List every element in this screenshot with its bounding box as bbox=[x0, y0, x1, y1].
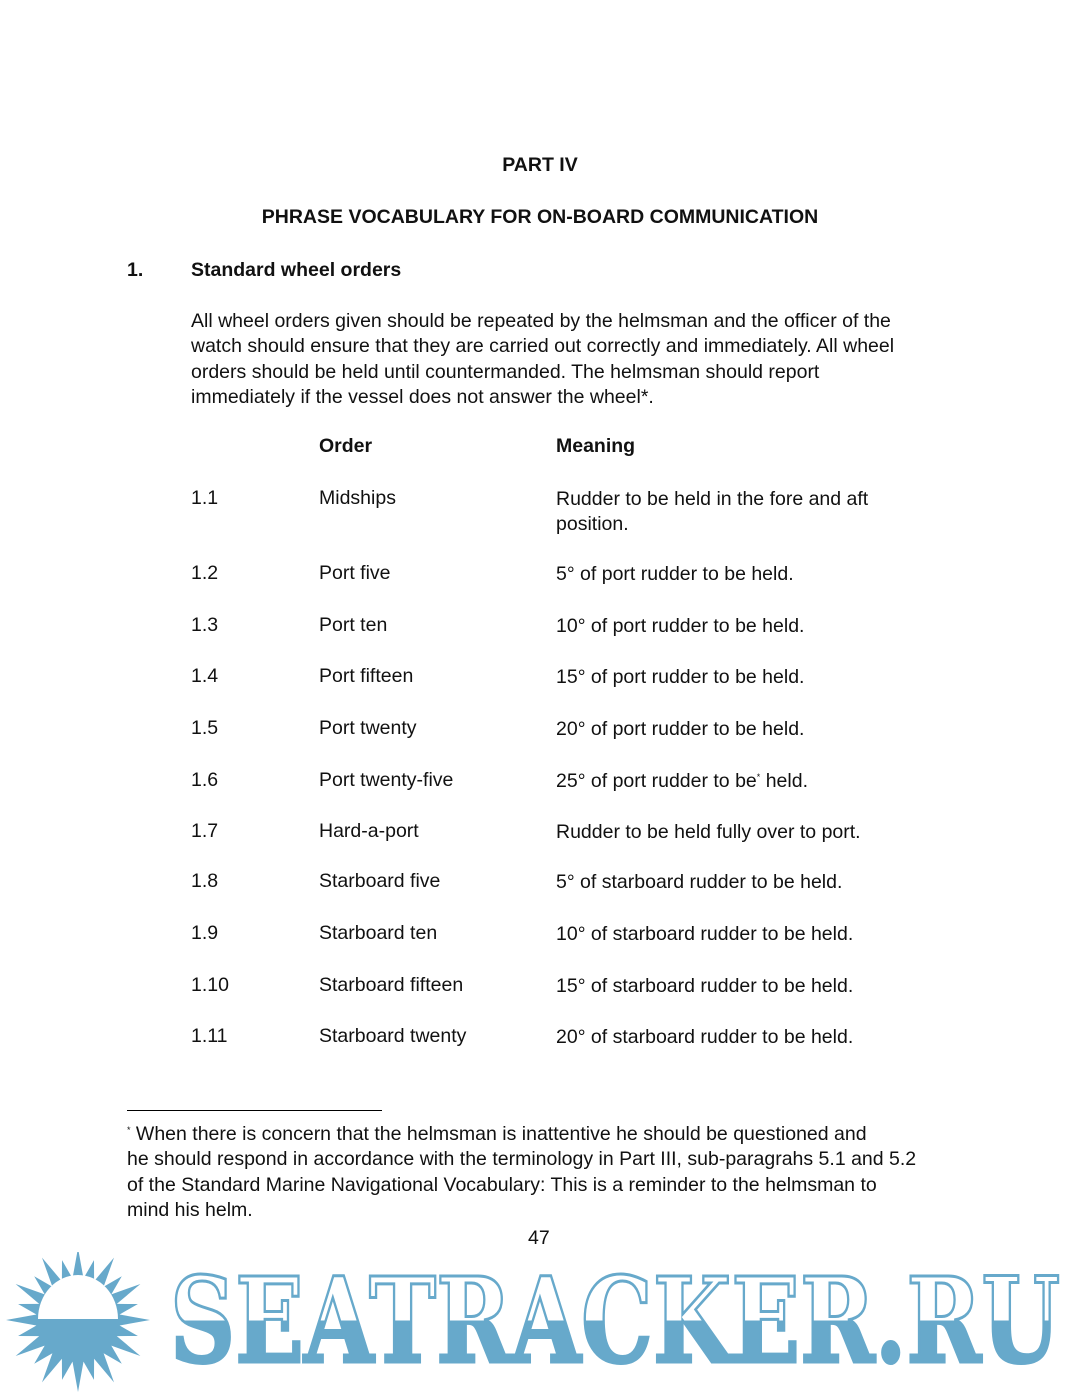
sun-icon bbox=[6, 1252, 150, 1392]
order-number: 1.2 bbox=[191, 562, 219, 584]
meaning-text: 5° of starboard rudder to be held. bbox=[556, 871, 843, 893]
footnote-line: mind his helm. bbox=[127, 1198, 253, 1221]
meaning-text: 10° of starboard rudder to be held. bbox=[556, 923, 854, 945]
column-header-meaning: Meaning bbox=[556, 435, 636, 457]
intro-line: All wheel orders given should be repeated by the helmsman and the officer of the bbox=[191, 310, 891, 332]
order-number: 1.1 bbox=[191, 487, 219, 509]
watermark-text: SEATRACKER.RU bbox=[170, 1252, 1060, 1390]
order-meaning bbox=[556, 1025, 853, 1050]
order-meaning bbox=[556, 487, 868, 538]
order-number: 1.10 bbox=[191, 974, 229, 996]
meaning-text: 25° of port rudder to be bbox=[556, 770, 757, 792]
order-name: Hard-a-port bbox=[319, 820, 419, 842]
order-name: Port five bbox=[319, 562, 391, 584]
order-meaning bbox=[556, 614, 804, 639]
page-number: 47 bbox=[528, 1227, 550, 1249]
section-title: Standard wheel orders bbox=[191, 259, 402, 281]
order-name: Port twenty bbox=[319, 717, 417, 739]
order-meaning bbox=[556, 769, 808, 794]
meaning-text: Rudder to be held in the fore and aft bbox=[556, 488, 869, 510]
order-meaning bbox=[556, 665, 804, 690]
footnote-line: When there is concern that the helmsman is inattentive he should be questioned and bbox=[130, 1123, 867, 1145]
order-name: Starboard fifteen bbox=[319, 974, 464, 996]
footnote-line: of the Standard Marine Navigational Vocabulary: This is a reminder to the helmsman to bbox=[127, 1173, 877, 1196]
meaning-text-cont: position. bbox=[556, 513, 629, 536]
order-name: Port fifteen bbox=[319, 665, 414, 687]
order-name: Port ten bbox=[319, 614, 388, 636]
footnote-ref: * bbox=[756, 772, 761, 782]
meaning-text: 5° of port rudder to be held. bbox=[556, 563, 794, 585]
order-name: Starboard twenty bbox=[319, 1025, 467, 1047]
section-number: 1. bbox=[127, 259, 144, 281]
order-name: Midships bbox=[319, 487, 396, 509]
order-number: 1.7 bbox=[191, 820, 219, 842]
footnote-line: he should respond in accordance with the terminology in Part III, sub-paragrahs 5.1 and 5.2 bbox=[127, 1148, 917, 1171]
order-number: 1.11 bbox=[191, 1025, 228, 1047]
order-name: Starboard ten bbox=[319, 922, 438, 944]
seatracker-watermark-logo bbox=[0, 1252, 1080, 1397]
intro-line: watch should ensure that they are carried out correctly and immediately. All wheel bbox=[191, 335, 895, 358]
meaning-text: 20° of port rudder to be held. bbox=[556, 718, 805, 740]
order-number: 1.8 bbox=[191, 870, 219, 892]
meaning-text: 15° of port rudder to be held. bbox=[556, 666, 805, 688]
meaning-text: 10° of port rudder to be held. bbox=[556, 615, 805, 637]
page-heading: PHRASE VOCABULARY FOR ON-BOARD COMMUNICATION bbox=[261, 206, 819, 228]
intro-line: immediately if the vessel does not answer the wheel*. bbox=[191, 385, 654, 408]
column-header-order: Order bbox=[319, 435, 373, 457]
order-number: 1.5 bbox=[191, 717, 219, 739]
footnote-mark: * bbox=[127, 1125, 131, 1135]
meaning-text: 15° of starboard rudder to be held. bbox=[556, 975, 854, 997]
order-meaning bbox=[556, 717, 804, 742]
meaning-text: Rudder to be held fully over to port. bbox=[556, 821, 861, 843]
part-title: PART IV bbox=[502, 154, 578, 176]
order-number: 1.9 bbox=[191, 922, 219, 944]
order-name: Starboard five bbox=[319, 870, 441, 892]
order-meaning bbox=[556, 820, 861, 845]
order-meaning bbox=[556, 562, 794, 587]
order-number: 1.6 bbox=[191, 769, 219, 791]
intro-line: orders should be held until countermanded. The helmsman should report bbox=[191, 360, 820, 383]
footnote bbox=[127, 1122, 916, 1223]
order-meaning bbox=[556, 974, 853, 999]
order-meaning bbox=[556, 870, 842, 895]
footnote-divider bbox=[127, 1110, 382, 1111]
order-number: 1.3 bbox=[191, 614, 219, 636]
order-meaning bbox=[556, 922, 853, 947]
meaning-text-tail: held. bbox=[760, 770, 808, 792]
order-name: Port twenty-five bbox=[319, 769, 454, 791]
order-number: 1.4 bbox=[191, 665, 219, 687]
intro-paragraph bbox=[191, 309, 951, 410]
meaning-text: 20° of starboard rudder to be held. bbox=[556, 1026, 854, 1048]
